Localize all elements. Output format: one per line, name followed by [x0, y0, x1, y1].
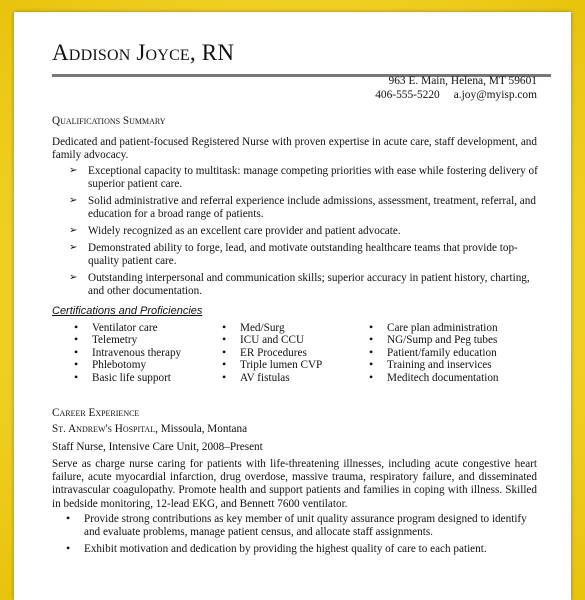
- list-item: • NG/Sump and Peg tubes: [369, 332, 498, 347]
- position-title: Staff Nurse, Intensive Care Unit, 2008–Present: [52, 441, 263, 453]
- dot-bullet-icon: •: [74, 369, 79, 384]
- arrow-bullet-icon: ➢: [69, 271, 78, 283]
- dot-bullet-icon: •: [74, 344, 79, 359]
- list-item: ➢ Demonstrated ability to forge, lead, and motivate outstanding healthcare teams that provide top-quality patient care.: [69, 241, 518, 267]
- list-item: • Provide strong contributions as key member of unit quality assurance program designed to identify and evaluate problems, manage patient census, and allocate staff assignments.: [66, 511, 527, 538]
- list-item: • Basic life support: [74, 369, 171, 384]
- dot-bullet-icon: •: [222, 332, 227, 347]
- list-item: • Intravenous therapy: [74, 344, 182, 359]
- list-item: • AV fistulas: [222, 369, 290, 384]
- list-item: • Meditech documentation: [369, 369, 499, 384]
- applicant-name: Addison Joyce, RN: [52, 40, 235, 65]
- employer-location: , Missoula, Montana: [155, 423, 248, 435]
- qualifications-heading: Qualifications Summary: [52, 115, 166, 127]
- list-item: • Patient/family education: [369, 344, 497, 359]
- contact-block: [375, 74, 537, 102]
- phone-email-row: [375, 88, 537, 102]
- list-item: • Med/Surg: [222, 320, 285, 334]
- certifications-heading: Certifications and Proficiencies: [52, 305, 203, 317]
- list-item: • Triple lumen CVP: [222, 357, 323, 372]
- list-item: • Training and inservices: [369, 357, 492, 372]
- employer-line: [52, 423, 247, 435]
- career-description: Serve as charge nurse caring for patients with life-threatening illnesses, including acute congestive heart failure, acute myocardial infarction, drug overdose, massive trauma, respiratory failure, and disseminated intravascular coagulopathy. Promote health and support patients and families in coping with illness. Skilled in bedside monitoring, 12-lead EKG, and Bennett 7600 ventilator.: [52, 458, 537, 510]
- certifications-column-2: [222, 322, 322, 384]
- dot-bullet-icon: •: [74, 320, 79, 334]
- dot-bullet-icon: •: [222, 344, 227, 359]
- list-item: ➢ Solid administrative and referral experience include admissions, assessment, treatment, referral, and education for a broad range of patients.: [69, 194, 536, 220]
- list-item: • Care plan administration: [369, 320, 498, 334]
- dot-bullet-icon: •: [222, 369, 227, 384]
- list-item: • Ventilator care: [74, 320, 158, 334]
- list-item: • Exhibit motivation and dedication by providing the highest quality of care to each patient.: [66, 541, 487, 556]
- dot-bullet-icon: •: [66, 541, 71, 556]
- list-item: ➢ Outstanding interpersonal and communication skills; superior accuracy in patient history, charting, and other documentation.: [69, 271, 530, 297]
- qualifications-list: [69, 165, 539, 302]
- dot-bullet-icon: •: [74, 357, 79, 372]
- dot-bullet-icon: •: [66, 511, 71, 525]
- list-item: • ICU and CCU: [222, 332, 305, 347]
- arrow-bullet-icon: ➢: [69, 224, 78, 236]
- certifications-column-1: [74, 322, 181, 384]
- resume-page: [14, 12, 571, 600]
- dot-bullet-icon: •: [369, 357, 374, 372]
- dot-bullet-icon: •: [369, 320, 374, 334]
- dot-bullet-icon: •: [74, 332, 79, 347]
- arrow-bullet-icon: ➢: [69, 241, 78, 253]
- career-bullets: [66, 513, 536, 561]
- phone: 406-555-5220: [375, 89, 440, 101]
- list-item: • Telemetry: [74, 332, 138, 347]
- list-item: ➢ Widely recognized as an excellent care provider and patient advocate.: [69, 224, 401, 237]
- arrow-bullet-icon: ➢: [69, 194, 78, 206]
- certifications-column-3: [369, 322, 499, 384]
- dot-bullet-icon: •: [222, 357, 227, 372]
- dot-bullet-icon: •: [222, 320, 227, 334]
- list-item: • ER Procedures: [222, 344, 307, 359]
- qualifications-intro: Dedicated and patient-focused Registered Nurse with proven expertise in acute care, staff development, and family advocacy.: [52, 136, 537, 162]
- employer-name: St. Andrew's Hospital: [52, 423, 156, 435]
- dot-bullet-icon: •: [369, 332, 374, 347]
- dot-bullet-icon: •: [369, 344, 374, 359]
- address: 963 E. Main, Helena, MT 59601: [388, 75, 537, 87]
- list-item: • Phlebotomy: [74, 357, 147, 372]
- career-heading: Career Experience: [52, 407, 140, 419]
- dot-bullet-icon: •: [369, 369, 374, 384]
- list-item: ➢ Exceptional capacity to multitask: manage competing priorities with ease while fostering delivery of superior patient care.: [69, 165, 538, 190]
- email: a.joy@myisp.com: [453, 89, 537, 101]
- arrow-bullet-icon: ➢: [69, 165, 78, 176]
